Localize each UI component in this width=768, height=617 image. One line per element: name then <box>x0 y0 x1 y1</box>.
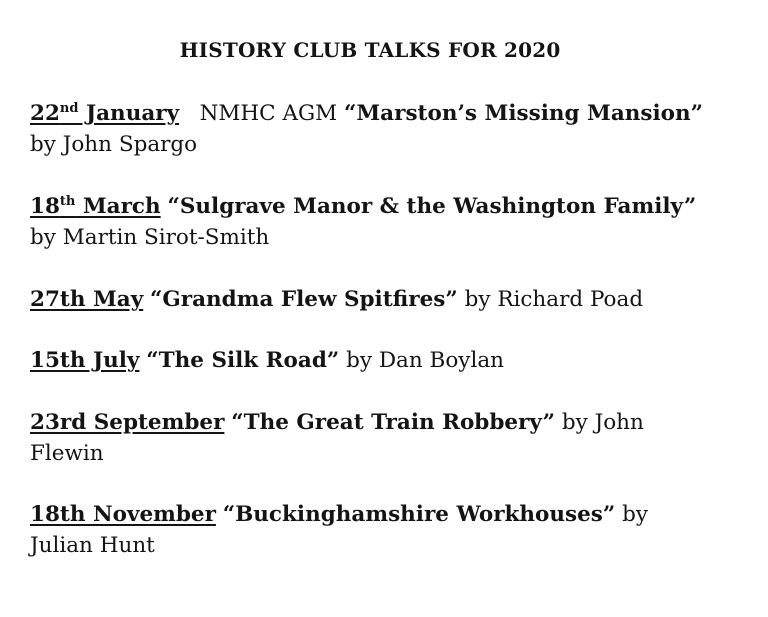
talk-line <box>30 345 730 376</box>
talk-speaker: by John Spargo <box>30 132 198 157</box>
talk-speaker: by Richard Poad <box>464 287 644 312</box>
talk-title: “The Silk Road” <box>146 348 340 373</box>
talk-speaker: by Martin Sirot-Smith <box>30 225 270 250</box>
talk-line <box>30 407 730 438</box>
talk-entry-may <box>30 284 730 315</box>
talk-entry-november <box>30 499 730 561</box>
talk-line <box>30 191 730 222</box>
talk-organizer: NMHC AGM <box>199 101 338 126</box>
talk-title: “Buckinghamshire Workhouses” <box>222 502 616 527</box>
talk-entry-january <box>30 98 730 160</box>
talk-line <box>30 499 730 530</box>
talk-title: “Sulgrave Manor & the Washington Family” <box>167 194 697 219</box>
talk-line <box>30 284 730 315</box>
talk-speaker: by John <box>561 410 644 435</box>
talk-speaker: by Dan Boylan <box>346 348 504 373</box>
talk-speaker-continued: Flewin <box>30 441 104 466</box>
talk-line <box>30 98 730 129</box>
talk-date: 22nd January <box>30 101 180 126</box>
talk-date: 15th July <box>30 348 140 373</box>
talk-entry-march <box>30 191 730 253</box>
talk-title: “Grandma Flew Spitfires” <box>150 287 458 312</box>
talk-entry-july <box>30 345 730 376</box>
talk-title: “Marston’s Missing Mansion” <box>344 101 703 126</box>
talk-speaker: by <box>622 502 649 527</box>
talk-entry-september <box>30 407 730 469</box>
talk-date: 27th May <box>30 287 144 312</box>
talk-date: 23rd September <box>30 410 225 435</box>
page-title: HISTORY CLUB TALKS FOR 2020 <box>179 38 561 62</box>
talk-title: “The Great Train Robbery” <box>231 410 556 435</box>
talk-date: 18th March <box>30 194 161 219</box>
talk-speaker-continued: Julian Hunt <box>30 533 155 558</box>
talk-date: 18th November <box>30 502 216 527</box>
